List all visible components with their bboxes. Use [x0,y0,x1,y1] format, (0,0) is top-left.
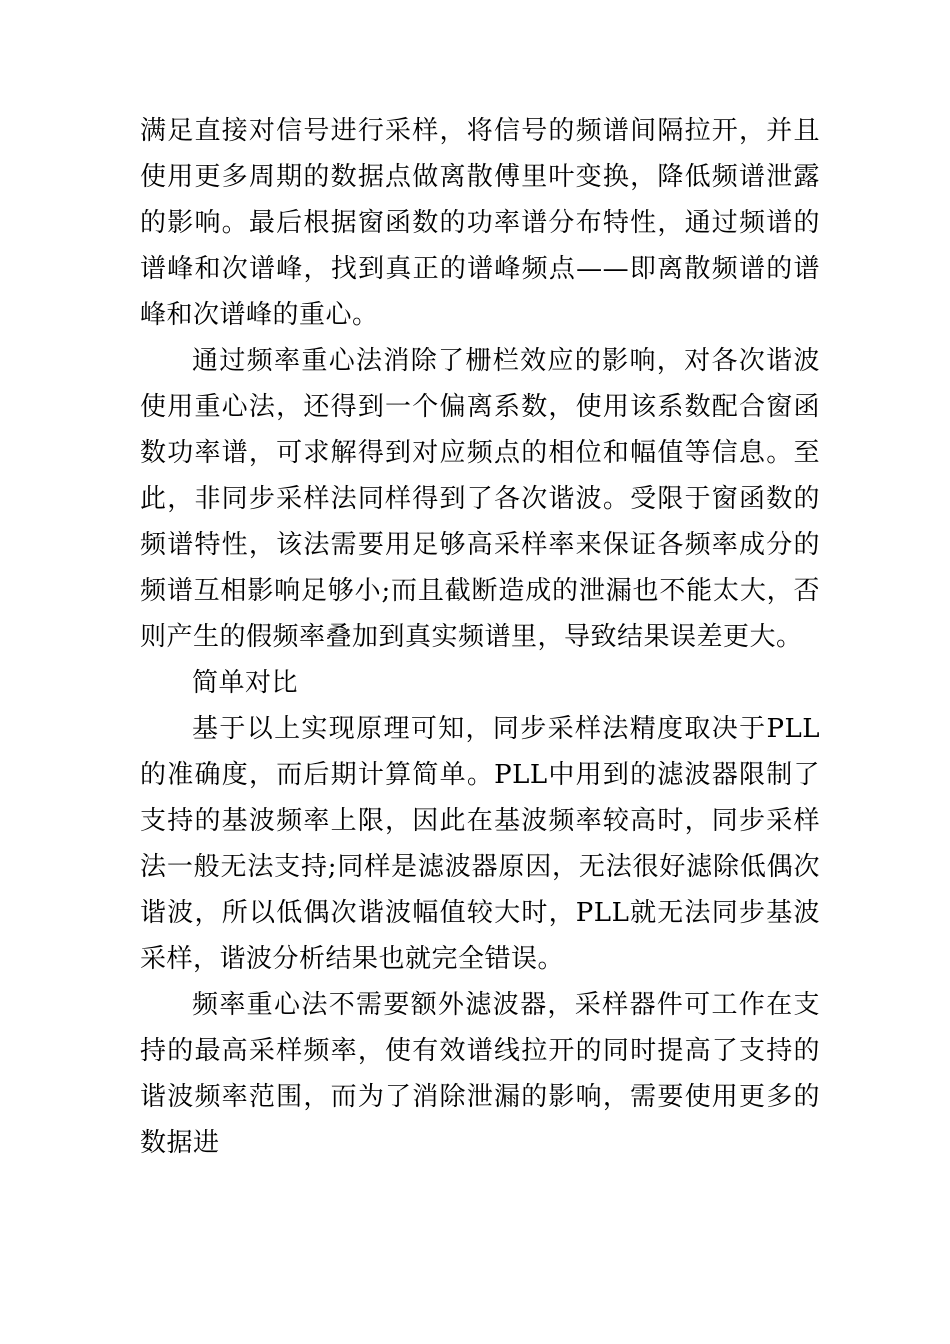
paragraph-4: 频率重心法不需要额外滤波器，采样器件可工作在支持的最高采样频率，使有效谱线拉开的同时提高了支持的谐波频率范围，而为了消除泄漏的影响，需要使用更多的数据进 [140,990,820,1158]
paragraph-1: 满足直接对信号进行采样，将信号的频谱间隔拉开，并且使用更多周期的数据点做离散傅里叶变换，降低频谱泄露的影响。最后根据窗函数的功率谱分布特性，通过频谱的谱峰和次谱峰，找到真正的谱峰频点——即离散频谱的谱峰和次谱峰的重心。 [140,116,820,330]
section-heading: 简单对比 [192,668,299,698]
paragraph-3: 基于以上实现原理可知，同步采样法精度取决于PLL的准确度，而后期计算简单。PLL中用到的滤波器限制了支持的基波频率上限，因此在基波频率较高时，同步采样法一般无法支持;同样是滤波器原因，无法很好滤除低偶次谐波，所以低偶次谐波幅值较大时，PLL就无法同步基波采样，谐波分析结果也就完全错误。 [140,714,820,974]
paragraph-2: 通过频率重心法消除了栅栏效应的影响，对各次谐波使用重心法，还得到一个偏离系数，使用该系数配合窗函数功率谱，可求解得到对应频点的相位和幅值等信息。至此，非同步采样法同样得到了各次谐波。受限于窗函数的频谱特性，该法需要用足够高采样率来保证各频率成分的频谱互相影响足够小;而且截断造成的泄漏也不能太大，否则产生的假频率叠加到真实频谱里，导致结果误差更大。 [140,346,820,652]
body-text [140,108,820,1166]
